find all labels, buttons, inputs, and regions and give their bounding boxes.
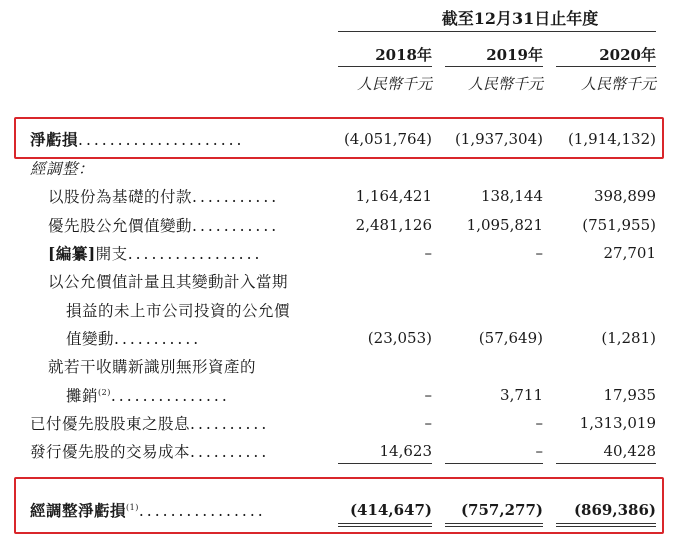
- share-based-2018: 1,164,421: [355, 187, 432, 205]
- transaction-cost-2018: 14,623: [379, 442, 432, 460]
- year-2018: 2018年: [375, 46, 432, 64]
- row-preferred-fv-label: [48, 214, 279, 236]
- amortization-text: 攤銷: [66, 387, 99, 405]
- redacted-bracket: [編纂]: [48, 244, 96, 263]
- expenses-2019: –: [535, 244, 543, 262]
- year-2020: 2020年: [599, 46, 656, 64]
- total-rule-top-2019: [445, 523, 543, 524]
- row-unlisted-fv-label: [66, 327, 201, 349]
- leader-dots: ..........: [190, 415, 270, 433]
- row-unlisted-fv-line2: 損益的未上市公司投資的公允價: [66, 302, 291, 320]
- total-rule-bottom-2019: [445, 526, 543, 527]
- leader-dots: ..........: [190, 443, 270, 461]
- row-share-based-label: [48, 185, 279, 207]
- year-rule-2020: [556, 66, 656, 67]
- preferred-fv-text: 優先股公允價值變動: [48, 217, 193, 235]
- leader-dots: ................: [138, 502, 266, 520]
- adjusted-net-loss-2020: (869,386): [573, 501, 656, 519]
- row-expenses-label: [48, 242, 262, 264]
- row-dividends-label: [30, 412, 269, 434]
- leader-dots: ...........: [192, 188, 280, 206]
- row-unlisted-fv-line1: 以公允價值計量且其變動計入當期: [48, 273, 289, 291]
- footnote-ref: (1): [126, 502, 139, 512]
- year-2019: 2019年: [486, 46, 543, 64]
- row-amortization-label: [66, 384, 230, 406]
- unlisted-fv-2019: (57,649): [478, 329, 543, 347]
- net-loss-text: 淨虧損: [30, 130, 79, 149]
- amortization-2018: –: [424, 386, 432, 404]
- dividends-2020: 1,313,019: [579, 414, 656, 432]
- leader-dots: ...............: [110, 387, 230, 405]
- row-adjusted-net-loss-label: [30, 499, 266, 521]
- subtotal-rule-2018: [338, 463, 432, 464]
- transaction-cost-2019: –: [535, 442, 543, 460]
- row-net-loss-label: [30, 128, 244, 150]
- expenses-text: 開支: [95, 245, 128, 263]
- subtotal-rule-2020: [556, 463, 656, 464]
- unit-2018: 人民幣千元: [356, 75, 432, 93]
- year-rule-2019: [445, 66, 543, 67]
- total-rule-bottom-2020: [556, 526, 656, 527]
- net-loss-2020: (1,914,132): [567, 130, 656, 148]
- unit-2020: 人民幣千元: [580, 75, 656, 93]
- unlisted-fv-2018: (23,053): [367, 329, 432, 347]
- expenses-2018: –: [424, 244, 432, 262]
- transaction-cost-2020: 40,428: [603, 442, 656, 460]
- amortization-2020: 17,935: [603, 386, 656, 404]
- unit-2019: 人民幣千元: [467, 75, 543, 93]
- amortization-2019: 3,711: [500, 386, 543, 404]
- header-rule: [338, 31, 656, 32]
- dividends-2019: –: [535, 414, 543, 432]
- leader-dots: ...........: [192, 217, 280, 235]
- unlisted-fv-2020: (1,281): [601, 329, 656, 347]
- leader-dots: .....................: [78, 131, 245, 149]
- share-based-2020: 398,899: [593, 187, 656, 205]
- total-rule-bottom-2018: [338, 526, 432, 527]
- period-header: 截至12月31日止年度: [441, 9, 599, 28]
- year-rule-2018: [338, 66, 432, 67]
- dividends-2018: –: [424, 414, 432, 432]
- adjusted-net-loss-2019: (757,277): [460, 501, 543, 519]
- unlisted-fv-text: 值變動: [66, 330, 115, 348]
- subtotal-rule-2019: [445, 463, 543, 464]
- adjusted-net-loss-2018: (414,647): [349, 501, 432, 519]
- net-loss-2018: (4,051,764): [343, 130, 432, 148]
- preferred-fv-2019: 1,095,821: [466, 216, 543, 234]
- leader-dots: .................: [127, 245, 263, 263]
- expenses-2020: 27,701: [603, 244, 656, 262]
- preferred-fv-2018: 2,481,126: [355, 216, 432, 234]
- adjustments-heading: 經調整：: [30, 160, 95, 178]
- transaction-cost-text: 發行優先股的交易成本: [30, 443, 191, 461]
- dividends-text: 已付優先股股東之股息: [30, 415, 191, 433]
- total-rule-top-2018: [338, 523, 432, 524]
- net-loss-2019: (1,937,304): [454, 130, 543, 148]
- share-based-2019: 138,144: [480, 187, 543, 205]
- preferred-fv-2020: (751,955): [582, 216, 656, 234]
- leader-dots: ...........: [114, 330, 202, 348]
- row-amortization-line1: 就若干收購新識別無形資產的: [48, 358, 257, 376]
- footnote-ref: (2): [98, 387, 111, 397]
- total-rule-top-2020: [556, 523, 656, 524]
- adjusted-net-loss-text: 經調整淨虧損: [30, 501, 127, 520]
- row-transaction-cost-label: [30, 440, 269, 462]
- share-based-text: 以股份為基礎的付款: [48, 188, 193, 206]
